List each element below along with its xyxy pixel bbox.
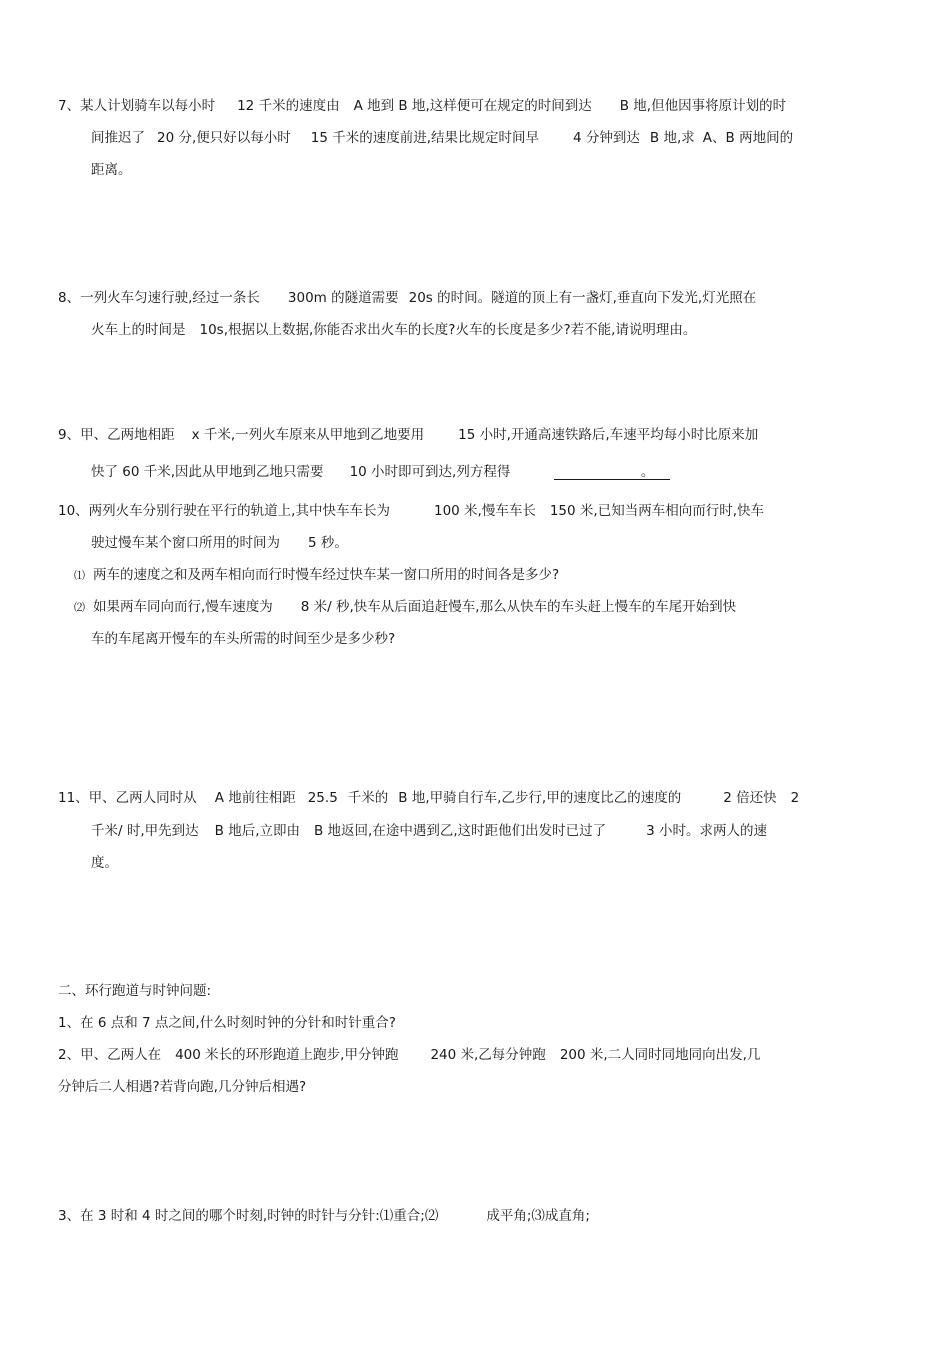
q9-seg: 15 小时,开通高速铁路后,车速平均每小时比原来加 [458,427,759,443]
q11-seg: 11、甲、乙两人同时从 [58,790,197,806]
sec2-seg: 3、在 3 时和 4 时之间的哪个时刻,时钟的时针与分针:⑴重合;⑵ [58,1208,439,1224]
q7-seg: 间推迟了 [91,130,145,146]
q7-seg: 20 分,便只好以每小时 [157,130,291,146]
sec2-seg: 200 米,二人同时同地同向出发,几 [559,1047,761,1063]
sec2-seg: 240 米,乙每分钟跑 [430,1047,546,1063]
sec2-seg: 400 米长的环形跑道上跑步,甲分钟跑 [175,1047,399,1063]
sec2-problem-1: 1、在 6 点和 7 点之间,什么时刻时钟的分针和时针重合? [58,1015,396,1031]
q8-seg: 火车上的时间是 [91,322,186,338]
q11-seg: B 地后,立即由 [214,823,300,839]
q8-seg: 8、一列火车匀速行驶,经过一条长 [58,290,260,306]
q7-seg: 4 分钟到达 [573,130,640,146]
q10-seg: 100 米,慢车车长 [433,503,536,519]
q8-line-1 [58,289,756,307]
q8-seg: 10s,根据以上数据,你能否求出火车的长度?火车的长度是多少?若不能,请说明理由。 [199,322,697,338]
q7-seg: A、B 两地间的 [702,130,794,146]
q9-seg: 9、甲、乙两地相距 [58,427,175,443]
q11-seg: B 地,甲骑自行车,乙步行,甲的速度比乙的速度的 [398,790,682,806]
q9-line-2 [91,463,670,481]
q10-sub-2-cont: 车的车尾离开慢车的车头所需的时间至少是多少秒? [91,631,396,647]
section-heading: 二、环行跑道与时钟问题: [58,983,212,999]
q11-seg: 千米的 [347,790,389,806]
sub-text: 两车的速度之和及两车相向而行时慢车经过快车某一窗口所用的时间各是多少? [93,567,560,583]
q11-seg: 2 倍还快 [723,790,777,806]
q11-line-2 [91,822,767,840]
q10-seg: 150 米,已知当两车相向而行时,快车 [549,503,764,519]
sec2-problem-2 [58,1046,760,1064]
q7-seg: 7、某人计划骑车以每小时 [58,98,216,114]
q8-line-2 [91,321,696,339]
sub-marker: ⑴ [74,569,85,582]
q11-seg: 2 [790,790,800,806]
q11-line-1 [58,789,799,807]
q9-seg: 快了 60 千米,因此从甲地到乙地只需要 [91,464,324,480]
q7-seg: 15 千米的速度前进,结果比规定时间早 [310,130,540,146]
q11-seg: 25.5 [307,790,338,806]
q9-seg: x 千米,一列火车原来从甲地到乙地要用 [191,427,425,443]
q10-sub-1 [74,566,559,585]
sec2-problem-2-cont: 分钟后二人相遇?若背向跑,几分钟后相遇? [58,1079,307,1095]
q11-seg: 3 小时。求两人的速 [646,823,768,839]
sub-text: 如果两车同向而行,慢车速度为 [93,599,273,615]
q7-seg: A 地到 B 地,这样便可在规定的时间到达 [353,98,592,114]
q7-line-1 [58,97,786,115]
q9-seg: 10 小时即可到达,列方程得 [349,464,511,480]
answer-blank[interactable]: 。 [554,463,670,480]
q11-line-3: 度。 [91,855,118,871]
q10-seg: 驶过慢车某个窗口所用的时间为 [91,535,280,551]
sub-marker: ⑵ [74,601,85,614]
sec2-problem-3 [58,1207,590,1225]
q11-seg: B 地返回,在途中遇到乙,这时距他们出发时已过了 [314,823,607,839]
sub-text: 8 米/ 秒,快车从后面追赶慢车,那么从快车的车头赶上慢车的车尾开始到快 [300,599,737,615]
q7-seg: B 地,但他因事将原计划的时 [619,98,787,114]
q9-line-1 [58,426,758,444]
sec2-seg: 2、甲、乙两人在 [58,1047,162,1063]
sec2-seg: 成平角;⑶成直角; [486,1208,590,1224]
q11-seg: 千米/ 时,甲先到达 [91,823,199,839]
q7-line-3: 距离。 [91,162,132,178]
q10-seg: 10、两列火车分别行驶在平行的轨道上,其中快车车长为 [58,503,390,519]
q7-seg: 12 千米的速度由 [237,98,340,114]
q8-seg: 20s 的时间。隧道的顶上有一盏灯,垂直向下发光,灯光照在 [408,290,757,306]
q7-line-2 [91,129,793,147]
q10-line-1 [58,502,764,520]
q10-seg: 5 秒。 [308,535,348,551]
q11-seg: A 地前往相距 [214,790,296,806]
q8-seg: 300m 的隧道需要 [287,290,399,306]
q10-sub-2 [74,598,736,617]
q7-seg: B 地,求 [649,130,695,146]
q10-line-2 [91,534,348,552]
